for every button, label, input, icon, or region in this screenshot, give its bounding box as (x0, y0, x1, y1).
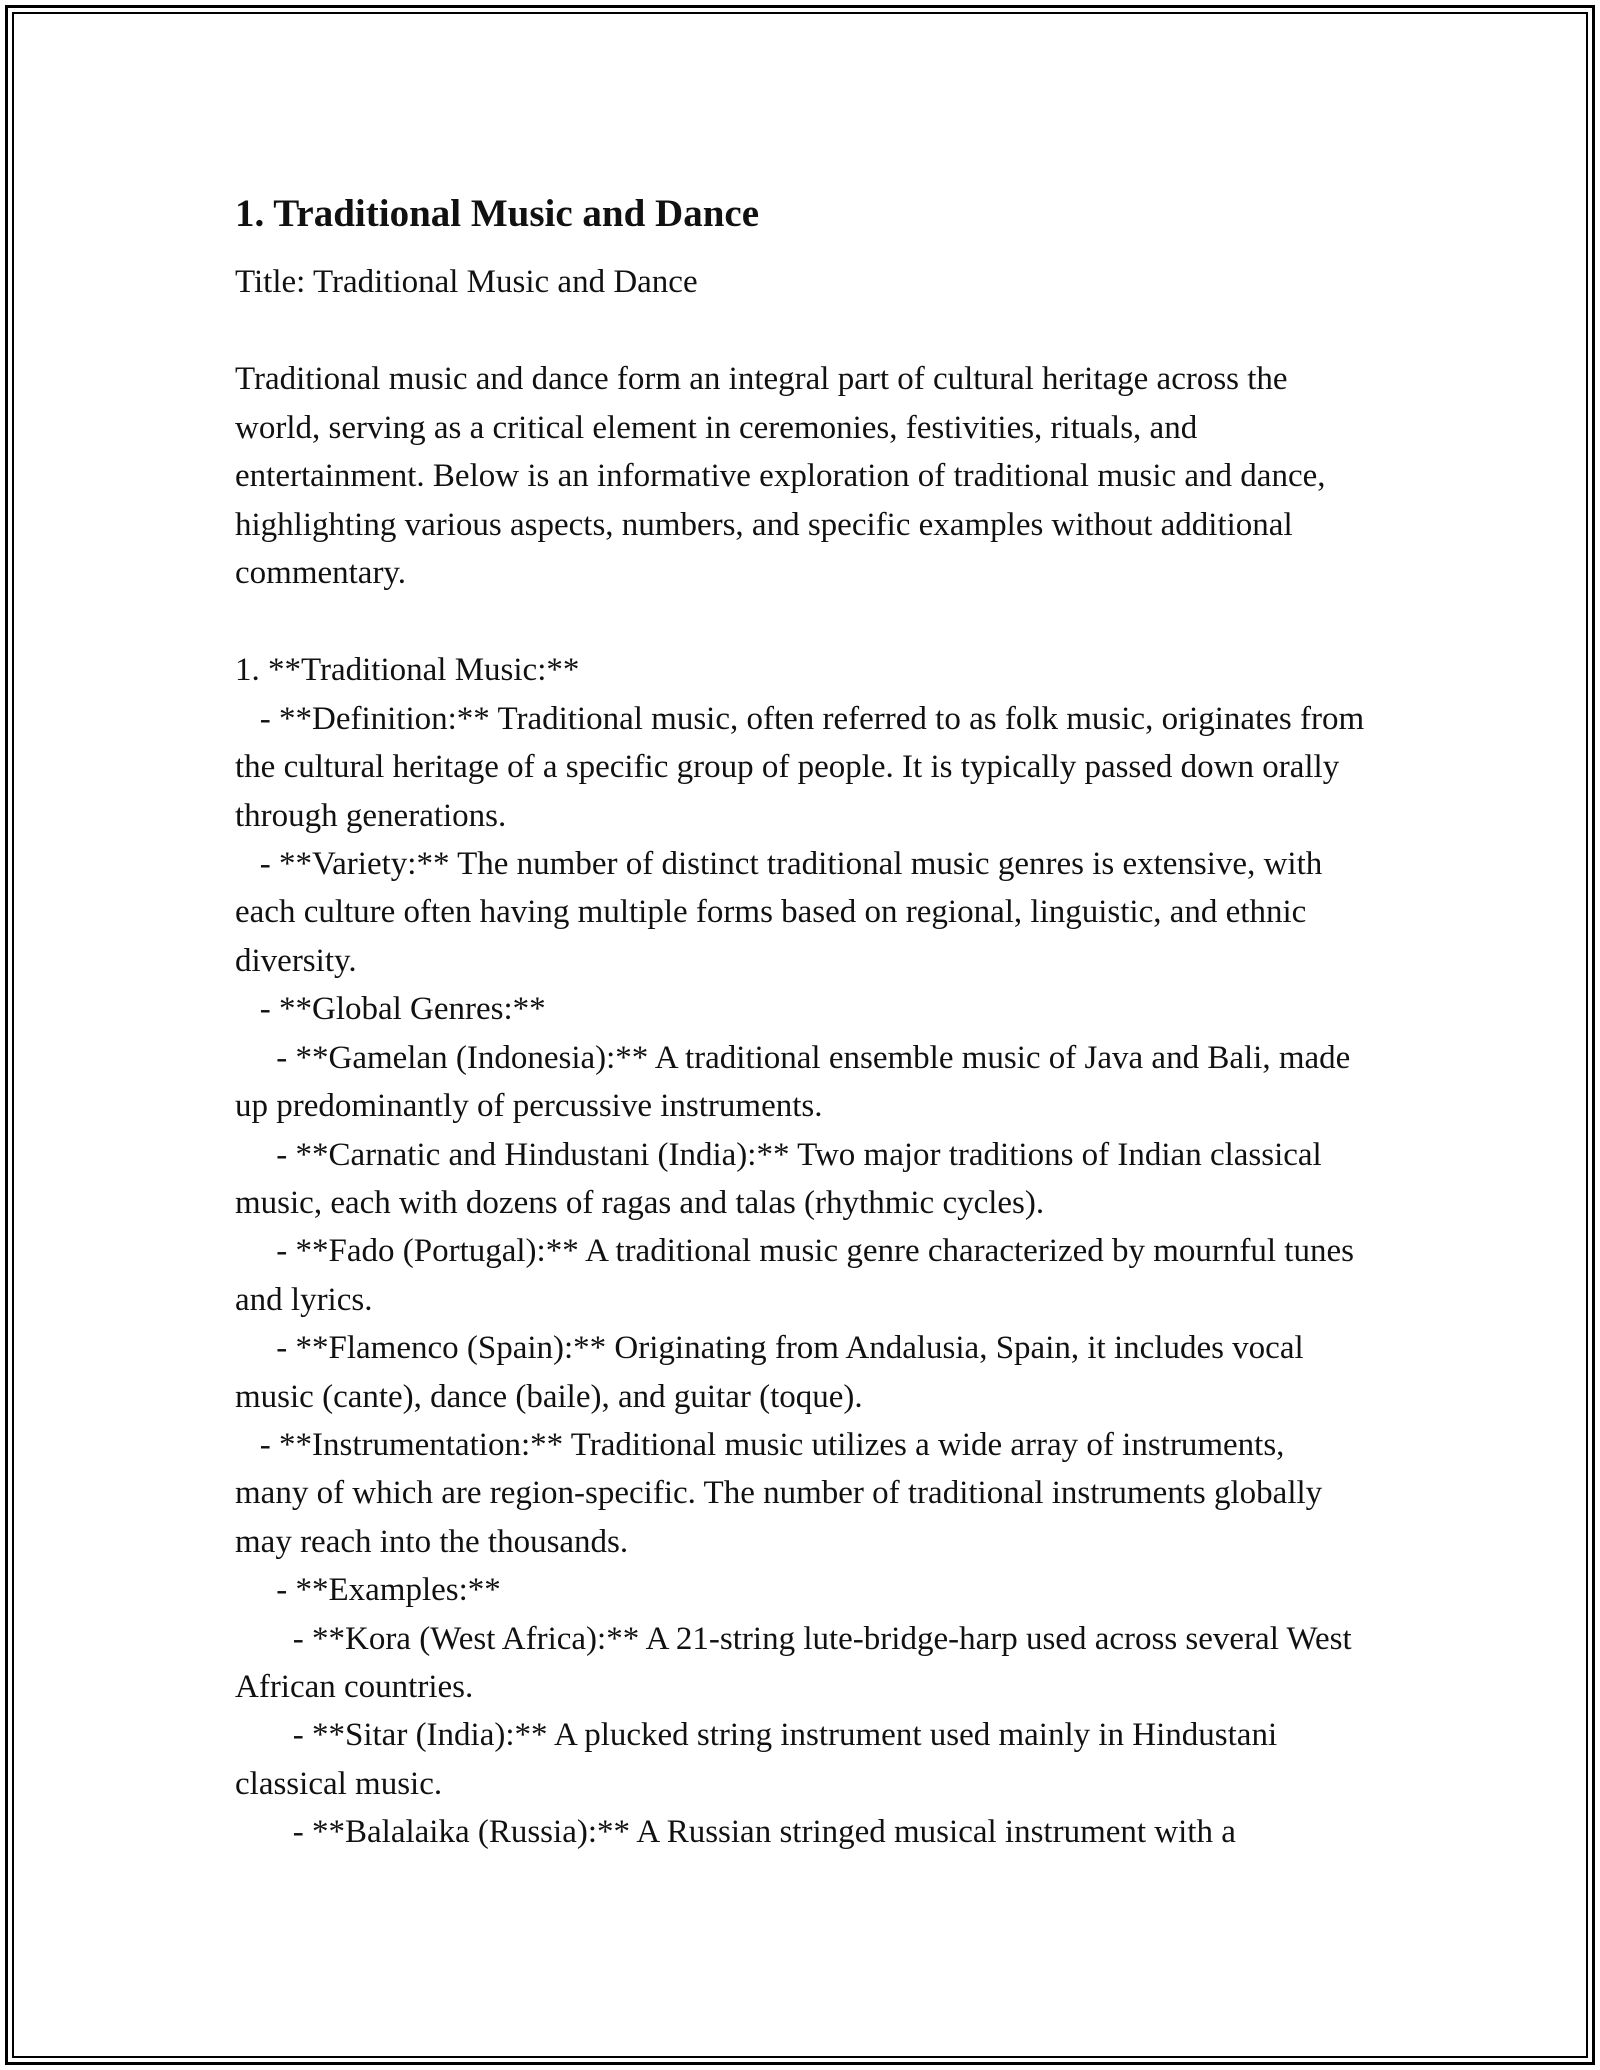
title-line: Title: Traditional Music and Dance (235, 264, 698, 300)
list-item: - **Balalaika (Russia):** A Russian stringed musical instrument with a (235, 1814, 1236, 1851)
list-item: - **Fado (Portugal):** A traditional music genre characterized by mournful tunes and lyrics. (235, 1233, 1363, 1318)
list-item: - **Sitar (India):** A plucked string instrument used mainly in Hindustani classical music. (235, 1717, 1286, 1802)
list-item: - **Kora (West Africa):** A 21-string lute-bridge-harp used across several West African countries. (235, 1620, 1359, 1705)
intro-paragraph: Traditional music and dance form an integral part of cultural heritage across the world, serving as a critical element in ceremonies, festivities, rituals, and entertainment. Below is an informative exploration of traditional music and dance, highlighting various aspects, numbers, and specific examples without additional commentary. (235, 361, 1326, 592)
content-list (235, 646, 1373, 1856)
list-item: - **Examples:** (235, 1572, 501, 1609)
list-item: - **Instrumentation:** Traditional music utilizes a wide array of instruments, many of which are region-specific. The number of traditional instruments globally may reach into the thousands. (235, 1426, 1331, 1560)
list-item: - **Gamelan (Indonesia):** A traditional ensemble music of Java and Bali, made up predominantly of percussive instruments. (235, 1039, 1359, 1125)
list-item: - **Carnatic and Hindustani (India):** Two major traditions of Indian classical music, each with dozens of ragas and talas (rhythmic cycles). (235, 1136, 1330, 1221)
list-item: 1. **Traditional Music:** (235, 652, 580, 689)
list-item: - **Definition:** Traditional music, often referred to as folk music, originates from the cultural heritage of a specific group of people. It is typically passed down orally through generations. (235, 700, 1373, 834)
section-heading: 1. Traditional Music and Dance (235, 192, 760, 235)
list-item: - **Variety:** The number of distinct traditional music genres is extensive, with each culture often having multiple forms based on regional, linguistic, and ethnic diversity. (235, 846, 1331, 979)
list-item: - **Flamenco (Spain):** Originating from Andalusia, Spain, it includes vocal music (cante), dance (baile), and guitar (toque). (235, 1330, 1312, 1415)
list-item: - **Global Genres:** (235, 991, 546, 1028)
document-body (235, 186, 1373, 1857)
